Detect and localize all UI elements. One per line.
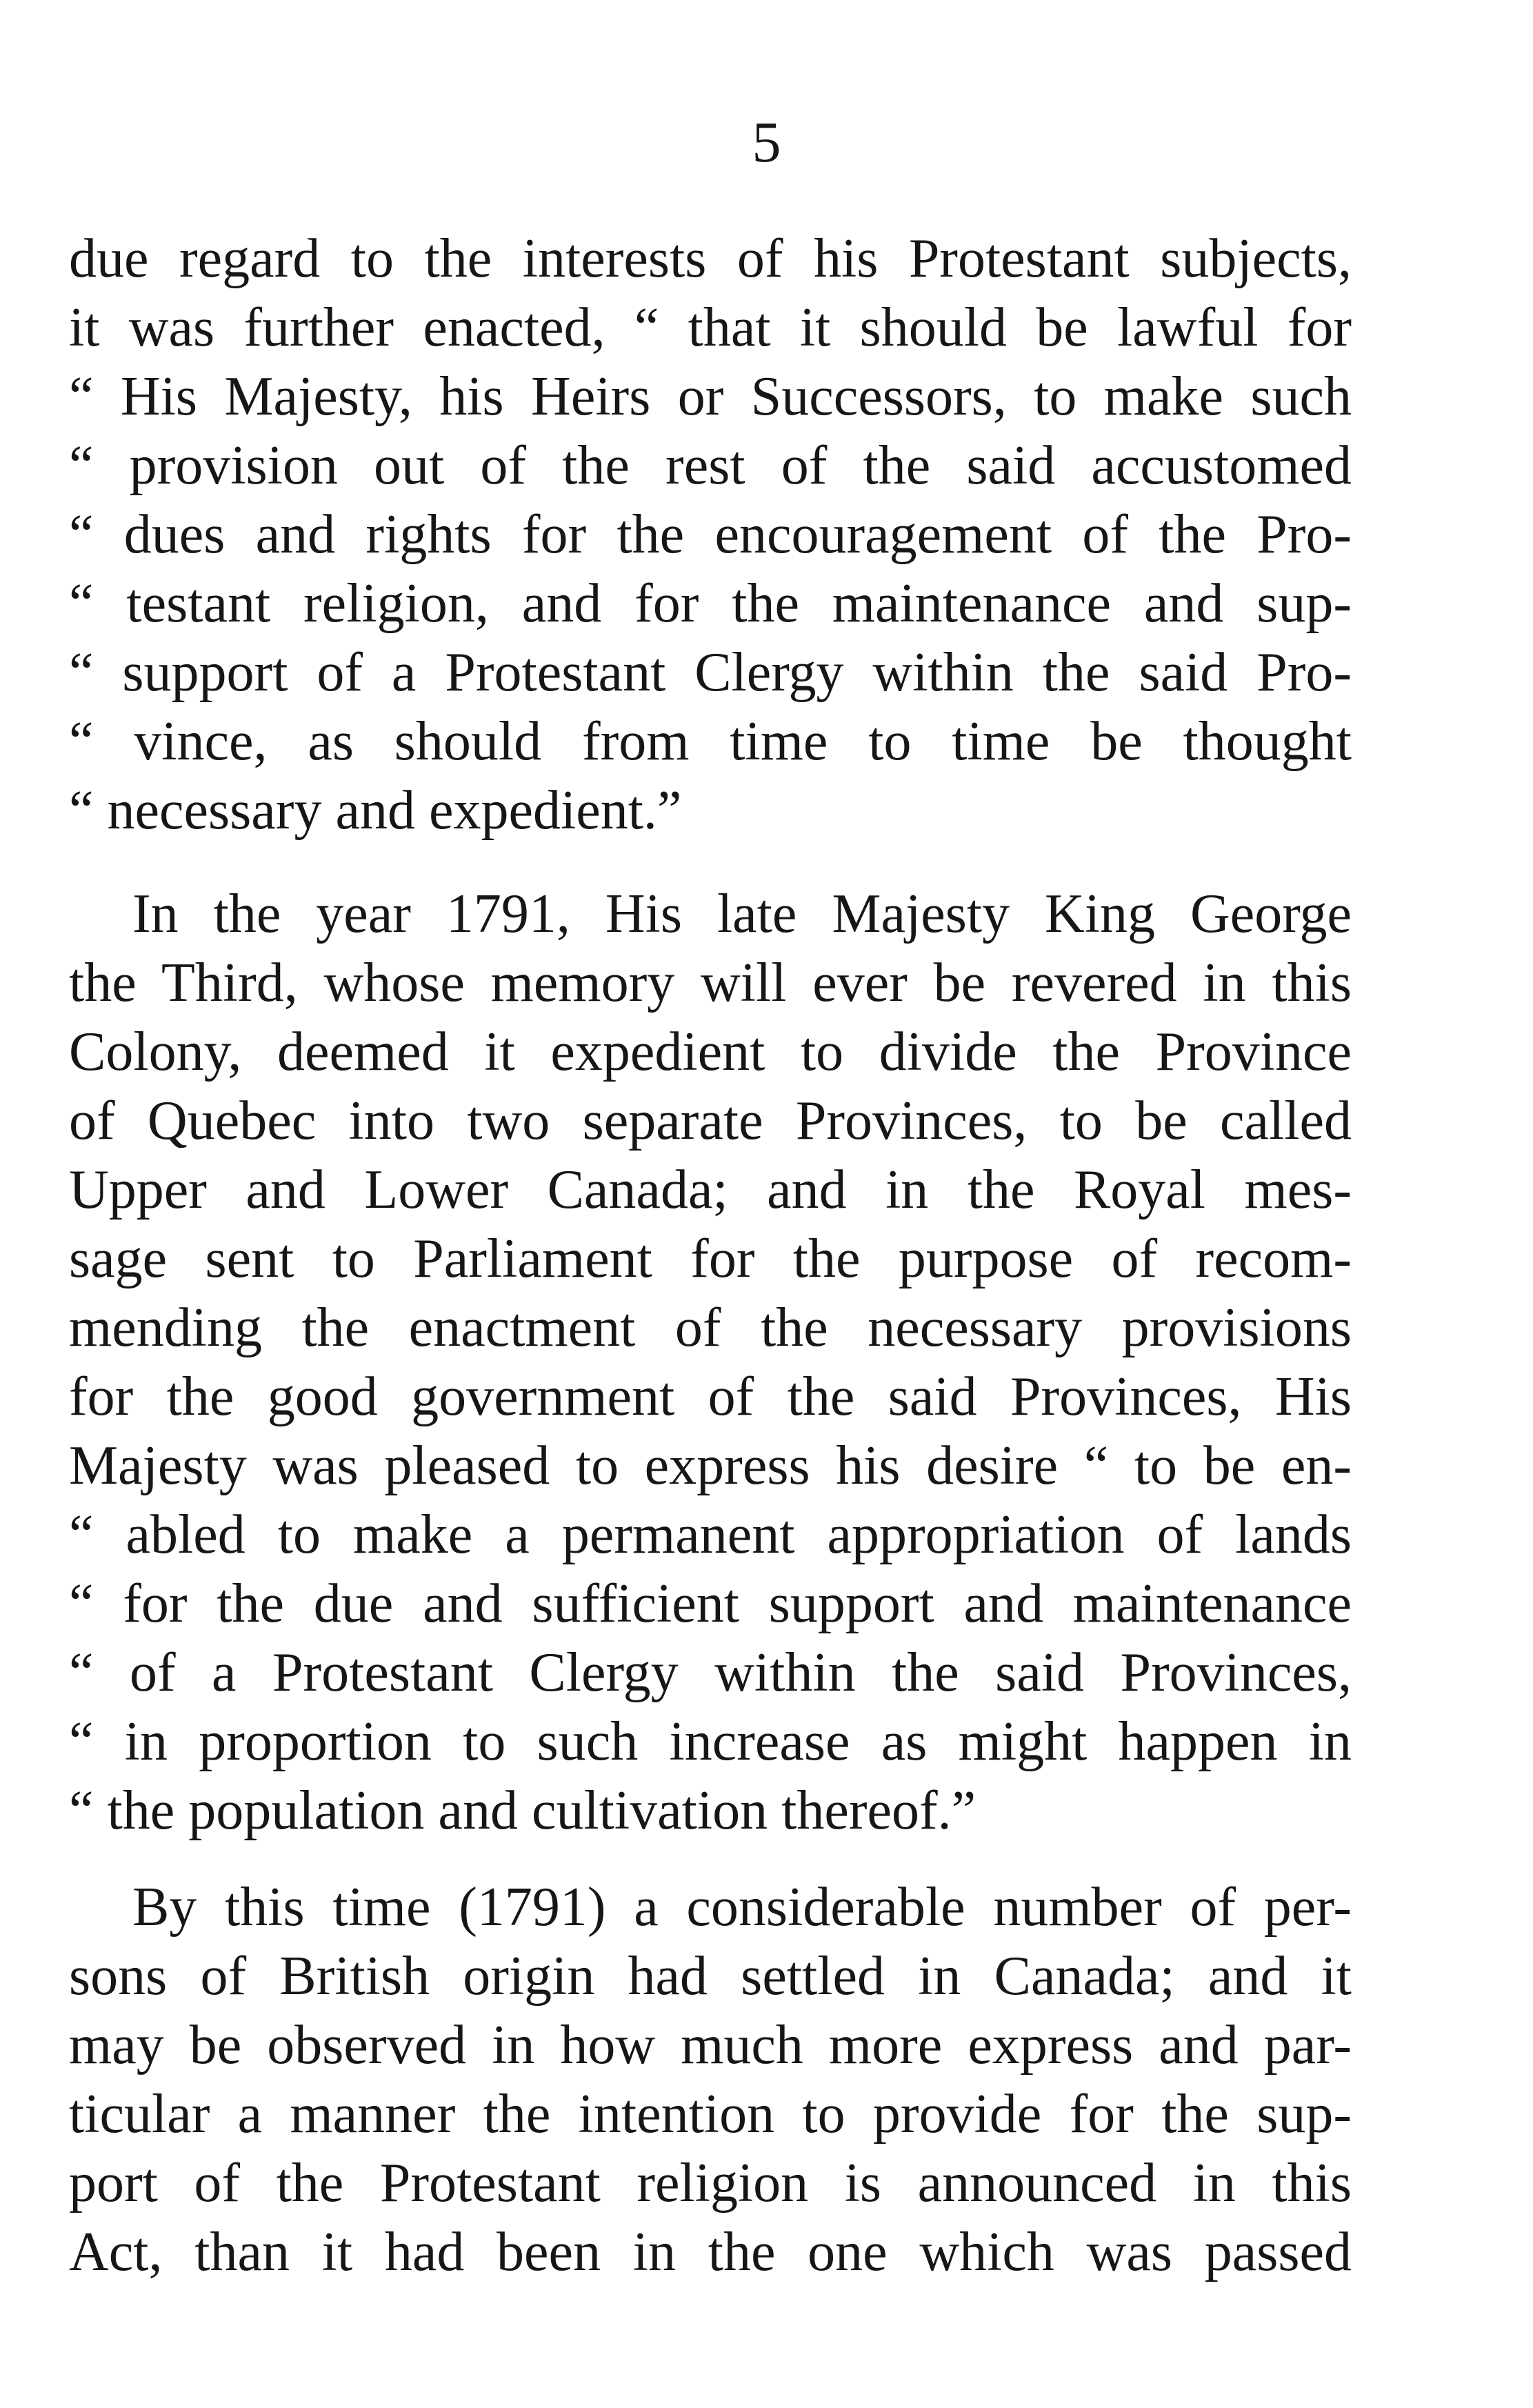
text-line: sons of British origin had settled in Canada; and it — [69, 1946, 1352, 2007]
paragraph-2 — [69, 879, 1352, 1845]
text-line: due regard to the interests of his Protestant subjects, — [69, 228, 1352, 289]
text-line: “ necessary and expedient.” — [69, 780, 682, 841]
text-line: Colony, deemed it expedient to divide the Province — [69, 1022, 1352, 1082]
text-line: In the year 1791, His late Majesty King George — [132, 884, 1352, 944]
text-line: “ vince, as should from time to time be thought — [69, 711, 1352, 772]
text-line: sage sent to Parliament for the purpose of recom- — [69, 1228, 1352, 1289]
text-line: “ support of a Protestant Clergy within the said Pro- — [69, 642, 1352, 703]
text-line: “ for the due and sufficient support and maintenance — [69, 1573, 1352, 1634]
text-line: mending the enactment of the necessary provisions — [69, 1297, 1352, 1358]
text-line: it was further enacted, “ that it should be lawful for — [69, 297, 1352, 358]
text-line: may be observed in how much more express and par- — [69, 2015, 1352, 2076]
text-line: “ testant religion, and for the maintenance and sup- — [69, 573, 1352, 634]
text-line: Upper and Lower Canada; and in the Royal mes- — [69, 1160, 1352, 1220]
text-line: “ His Majesty, his Heirs or Successors, to make such — [69, 366, 1352, 427]
text-line: port of the Protestant religion is announced in this — [69, 2153, 1352, 2213]
text-line: for the good government of the said Provinces, His — [69, 1366, 1352, 1427]
text-line: of Quebec into two separate Provinces, to be called — [69, 1091, 1352, 1151]
text-line: “ abled to make a permanent appropriation of lands — [69, 1504, 1352, 1565]
text-line: “ in proportion to such increase as might happen in — [69, 1711, 1352, 1772]
text-line: “ of a Protestant Clergy within the said Provinces, — [69, 1642, 1352, 1703]
text-line: By this time (1791) a considerable number of per- — [132, 1877, 1352, 1938]
text-line: ticular a manner the intention to provide for the sup- — [69, 2084, 1352, 2145]
text-line: “ provision out of the rest of the said accustomed — [69, 435, 1352, 496]
text-line: Act, than it had been in the one which was passed — [69, 2222, 1352, 2282]
page-number: 5 — [752, 110, 781, 175]
text-line: Majesty was pleased to express his desire “ to be en- — [69, 1435, 1352, 1496]
paragraph-1 — [69, 224, 1352, 845]
text-line: “ the population and cultivation thereof.” — [69, 1780, 976, 1841]
text-line: the Third, whose memory will ever be revered in this — [69, 953, 1352, 1013]
text-line: “ dues and rights for the encouragement of the Pro- — [69, 504, 1352, 565]
paragraph-3 — [69, 1873, 1352, 2287]
